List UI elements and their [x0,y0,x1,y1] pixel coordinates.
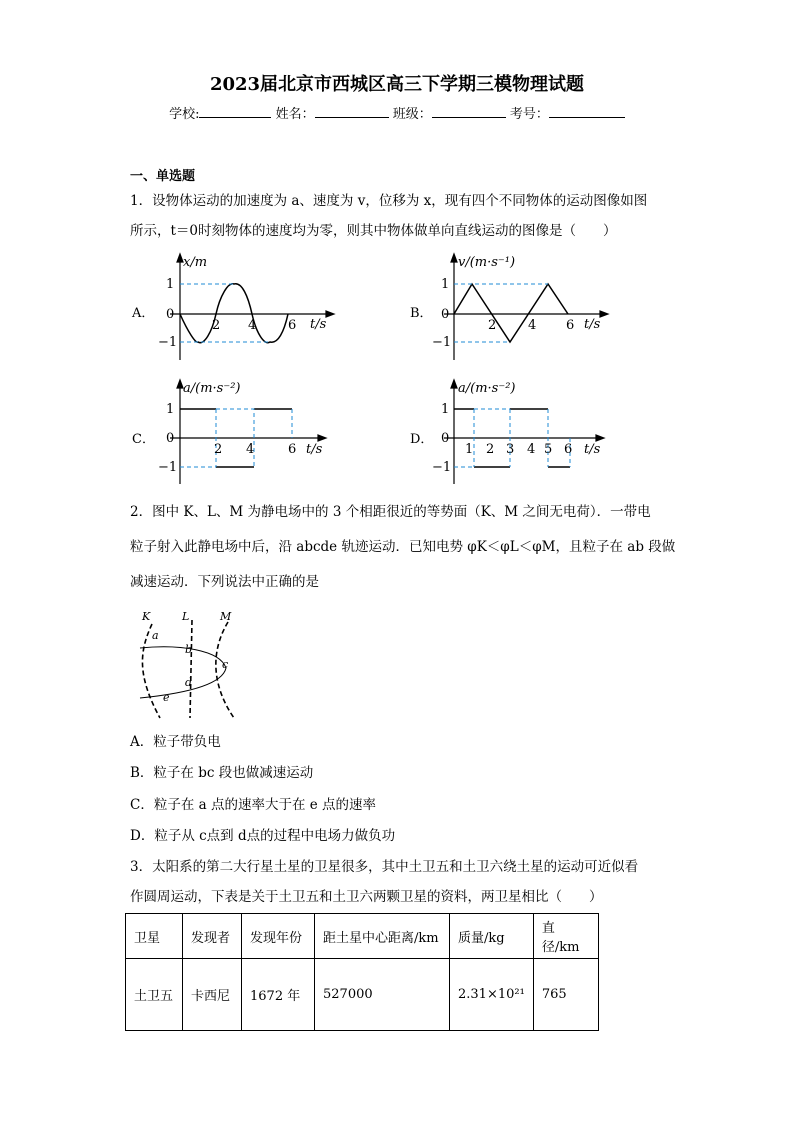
graph-c-xlabel: t/s [306,442,323,457]
q2-option-d[interactable]: D．粒子从 c点到 d点的过程中电场力做负功 [130,828,396,844]
graph-b-ytick: 0 [441,307,450,322]
table-header-cell: 发现年份 [242,914,315,959]
q1-option-a-label[interactable]: A． [132,306,155,321]
graph-d-ylabel: a/(m·s⁻²) [458,381,516,396]
q2-line1: 2．图中 K、L、M 为静电场中的 3 个相距很近的等势面（K、M 之间无电荷）．一带电 [130,504,651,520]
class-blank[interactable] [432,105,506,118]
label-k: K [142,610,151,623]
graph-d-xtick: 3 [506,442,515,457]
graph-c [150,378,340,488]
q1-line1: 1．设物体运动的加速度为 a、速度为 v，位移为 x，现有四个不同物体的运动图像如图 [130,193,648,209]
q3-line1: 3．太阳系的第二大行星土星的卫星很多，其中土卫五和土卫六绕土星的运动可近似看 [130,859,639,875]
exam-no-label: 考号： [509,107,549,122]
table-cell: 765 [533,959,598,1031]
label-a: a [152,629,159,642]
graph-d-xlabel: t/s [584,442,601,457]
graph-d-ytick: 1 [441,402,450,417]
graph-b-xlabel: t/s [584,317,601,332]
q2-line3: 减速运动．下列说法中正确的是 [130,574,319,590]
graph-a-xtick: 4 [248,318,257,333]
q1-line2: 所示，t＝0时刻物体的速度均为零，则其中物体做单向直线运动的图像是（ ） [130,223,617,239]
graph-b-ytick: 1 [441,277,450,292]
q1-option-b-label[interactable]: B． [410,306,433,321]
table-cell: 527000 [315,959,450,1031]
graph-a-ytick: −1 [158,335,178,350]
graph-d-xtick: 6 [564,442,573,457]
label-m: M [220,610,232,623]
satellite-table [125,913,599,1031]
q2-option-c[interactable]: C．粒子在 a 点的速率大于在 e 点的速率 [130,797,377,813]
graph-b-ylabel: v/(m·s⁻¹) [458,255,516,270]
q1-option-d-label[interactable]: D． [410,432,434,447]
name-label: 姓名： [275,107,315,122]
table-cell: 卡西尼 [183,959,242,1031]
graph-a-ytick: 0 [166,307,175,322]
section-heading: 一、单选题 [130,169,196,184]
q1-option-c-label[interactable]: C． [132,432,155,447]
school-label: 学校: [169,107,200,122]
graph-d [428,378,618,488]
graph-a [150,252,340,364]
graph-d-ytick: −1 [432,460,452,475]
graph-a-xtick: 6 [288,318,297,333]
graph-b-ytick: −1 [432,335,452,350]
table-header-cell: 质量/kg [450,914,534,959]
q2-option-b[interactable]: B．粒子在 bc 段也做减速运动 [130,765,314,781]
table-cell: 2.31×10²¹ [450,959,534,1031]
graph-c-ytick: 1 [166,402,175,417]
student-info-row [0,103,794,122]
q2-option-a[interactable]: A．粒子带负电 [130,734,221,750]
page-title: 2023届北京市西城区高三下学期三模物理试题 [209,74,585,95]
graph-c-ylabel: a/(m·s⁻²) [183,381,241,396]
label-c: c [222,658,229,671]
table-header-row [126,914,599,959]
name-blank[interactable] [315,105,389,118]
q3-line2: 作圆周运动，下表是关于土卫五和土卫六两颗卫星的资料，两卫星相比（ ） [130,889,603,905]
graph-a-ytick: 1 [166,277,175,292]
label-e: e [163,691,170,704]
graph-c-xtick: 6 [288,442,297,457]
graph-a-xtick: 2 [212,318,221,333]
graph-d-xtick: 1 [465,442,474,457]
graph-b-xtick: 6 [566,318,575,333]
table-cell: 土卫五 [126,959,183,1031]
table-row [126,959,599,1031]
table-header-cell: 发现者 [183,914,242,959]
graph-c-xtick: 2 [214,442,223,457]
graph-b-xtick: 4 [528,318,537,333]
graph-c-ytick: −1 [158,460,178,475]
graph-c-ytick: 0 [166,431,175,446]
exam-no-blank[interactable] [549,105,625,118]
table-header-cell: 卫星 [126,914,183,959]
graph-a-ylabel: x/m [183,255,208,270]
q2-field-figure [130,606,250,724]
graph-b-xtick: 2 [488,318,497,333]
graph-b [428,252,618,364]
graph-d-xtick: 4 [527,442,536,457]
table-header-cell: 距土星中心距离/km [315,914,450,959]
graph-a-xlabel: t/s [310,317,327,332]
school-blank[interactable] [199,105,271,118]
label-d: d [185,676,193,689]
label-l: L [182,610,190,623]
table-header-cell: 直径/km [533,914,598,959]
class-label: 班级： [392,107,432,122]
table-cell: 1672 年 [242,959,315,1031]
q2-line2: 粒子射入此静电场中后，沿 abcde 轨迹运动．已知电势 φK＜φL＜φM，且粒子在 ab 段做 [130,539,676,555]
graph-c-xtick: 4 [246,442,255,457]
graph-d-xtick: 2 [486,442,495,457]
graph-d-xtick: 5 [544,442,553,457]
graph-d-ytick: 0 [441,431,450,446]
label-b: b [185,643,193,656]
